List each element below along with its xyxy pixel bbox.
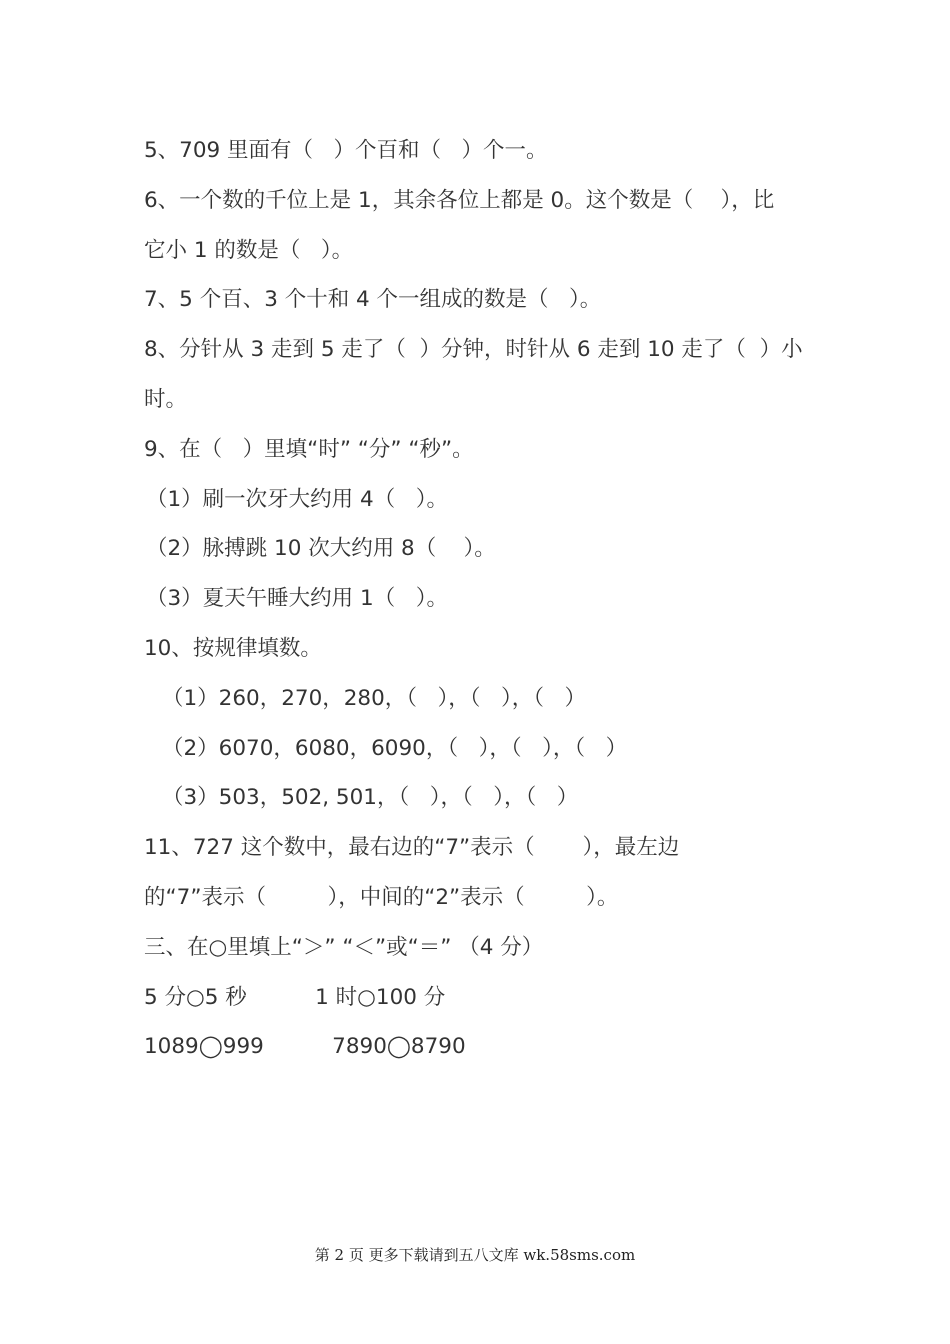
question-5: 5、709 里面有（ ）个百和（ ）个一。 [144, 138, 548, 163]
question-8-line-1: 8、分针从 3 走到 5 走了（ ）分钟，时针从 6 走到 10 走了（ ）小 [144, 337, 803, 363]
question-10-item-1: （1）260，270，280，（ ），（ ），（ ） [162, 685, 587, 711]
question-9-item-1: （1）刷一次牙大约用 4（ ）。 [146, 486, 448, 512]
question-10-item-3: （3）503，502, 501，（ ），（ ），（ ） [162, 785, 579, 811]
section-3-heading: 三、在○里填上“＞” “＜”或“＝” （4 分） [144, 934, 544, 960]
question-11-line-2: 的“7”表示（ ），中间的“2”表示（ ）。 [144, 884, 619, 910]
question-11-line-1: 11、727 这个数中，最右边的“7”表示（ ），最左边 [144, 835, 680, 861]
page-body [144, 126, 824, 1072]
compare-row-1: 5 分○5 秒 1 时○100 分 [144, 984, 446, 1010]
page-footer: 第 2 页 更多下载请到五八文库 wk.58sms.com [314, 1246, 636, 1264]
question-7: 7、5 个百、3 个十和 4 个一组成的数是（ ）。 [144, 287, 602, 313]
compare-row-2: 1089◯999 7890◯8790 [144, 1034, 466, 1060]
question-6-line-2: 它小 1 的数是（ ）。 [144, 237, 354, 263]
question-10: 10、按规律填数。 [144, 635, 322, 661]
question-10-item-2: （2）6070，6080，6090，（ ），（ ），（ ） [162, 735, 628, 761]
question-9: 9、在（ ）里填“时” “分” “秒”。 [144, 436, 474, 462]
question-6-line-1: 6、一个数的千位上是 1，其余各位上都是 0。这个数是（ ），比 [144, 187, 775, 213]
question-8-line-2: 时。 [144, 386, 188, 412]
question-9-item-3: （3）夏天午睡大约用 1（ ）。 [146, 586, 448, 612]
question-9-item-2: （2）脉搏跳 10 次大约用 8（ ）。 [146, 536, 496, 562]
